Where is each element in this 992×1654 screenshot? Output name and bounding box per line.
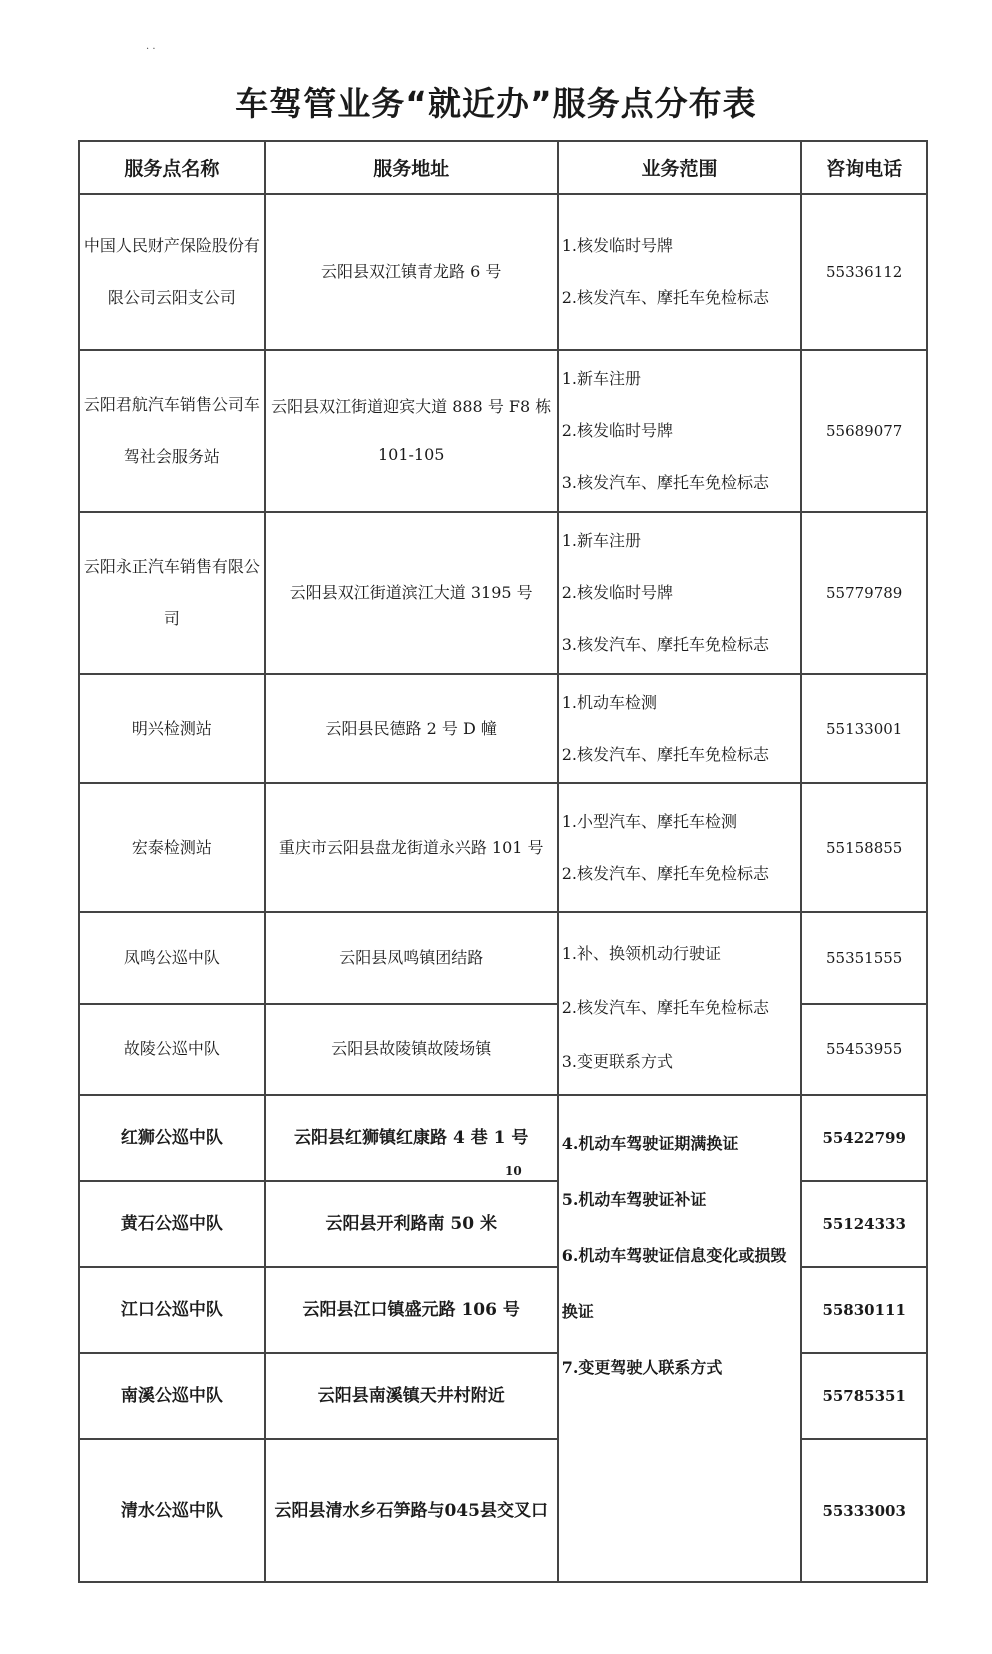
scope-item: 2.核发临时号牌 xyxy=(561,583,673,603)
scope-item: 1.新车注册 xyxy=(561,531,641,551)
service-address: 云阳县民德路 2 号 D 幢 xyxy=(265,674,558,783)
business-scope xyxy=(558,783,802,912)
service-address: 云阳县清水乡石笋路与045县交叉口 xyxy=(265,1439,558,1582)
scope-item: 3.核发汽车、摩托车免检标志 xyxy=(561,473,769,493)
service-point-name: 黄石公巡中队 xyxy=(79,1181,265,1267)
scope-item: 2.核发汽车、摩托车免检标志 xyxy=(561,744,769,764)
service-address: 云阳县双江街道迎宾大道 888 号 F8 栋 101-105 xyxy=(265,350,558,512)
page-title: 车驾管业务“就近办”服务点分布表 xyxy=(235,84,757,123)
scope-item: 2.核发汽车、摩托车免检标志 xyxy=(561,863,769,883)
header-address: 服务地址 xyxy=(265,141,558,194)
service-address: 云阳县双江镇青龙路 6 号 xyxy=(265,194,558,350)
table-row xyxy=(79,674,927,783)
service-point-name: 宏泰检测站 xyxy=(79,783,265,912)
service-point-name: 红狮公巡中队 xyxy=(79,1095,265,1181)
service-address-text: 云阳县红狮镇红康路 4 巷 1 号 xyxy=(294,1127,529,1148)
header-phone: 咨询电话 xyxy=(801,141,927,194)
service-address: 云阳县故陵镇故陵场镇 xyxy=(265,1004,558,1095)
scope-item: 3.变更联系方式 xyxy=(561,1052,673,1072)
header-scope: 业务范围 xyxy=(558,141,802,194)
phone-number: 55779789 xyxy=(801,512,927,674)
service-address: 云阳县南溪镇天井村附近 xyxy=(265,1353,558,1439)
table-row xyxy=(79,350,927,512)
table-row xyxy=(79,194,927,350)
service-point-name: 江口公巡中队 xyxy=(79,1267,265,1353)
service-point-name: 清水公巡中队 xyxy=(79,1439,265,1582)
service-point-name: 凤鸣公巡中队 xyxy=(79,912,265,1003)
service-address: 云阳县双江街道滨江大道 3195 号 xyxy=(265,512,558,674)
scope-item: 2.核发汽车、摩托车免检标志 xyxy=(561,998,769,1018)
table-row xyxy=(79,512,927,674)
phone-number: 55158855 xyxy=(801,783,927,912)
schedule-frame xyxy=(78,140,928,1583)
scan-speck: · · xyxy=(146,44,156,55)
service-point-table xyxy=(78,140,928,1583)
phone-number: 55830111 xyxy=(801,1267,927,1353)
business-scope xyxy=(558,350,802,512)
scope-item: 1.小型汽车、摩托车检测 xyxy=(561,811,737,831)
phone-number: 55422799 xyxy=(801,1095,927,1181)
table-row xyxy=(79,912,927,1003)
scope-item: 1.核发临时号牌 xyxy=(561,236,673,256)
phone-number: 55785351 xyxy=(801,1353,927,1439)
scope-item: 2.核发临时号牌 xyxy=(561,421,673,441)
service-point-name: 故陵公巡中队 xyxy=(79,1004,265,1095)
business-scope xyxy=(558,512,802,674)
service-address xyxy=(265,1095,558,1181)
service-address: 重庆市云阳县盘龙街道永兴路 101 号 xyxy=(265,783,558,912)
scope-item: 5.机动车驾驶证补证 xyxy=(561,1189,707,1209)
scope-item: 1.补、换领机动行驶证 xyxy=(561,944,721,964)
stray-mark: 10 xyxy=(505,1163,522,1178)
phone-number: 55453955 xyxy=(801,1004,927,1095)
business-scope xyxy=(558,674,802,783)
business-scope xyxy=(558,194,802,350)
shared-business-scope xyxy=(558,912,802,1095)
scope-item: 6.机动车驾驶证信息变化或损毁换证 xyxy=(561,1245,787,1321)
service-address: 云阳县凤鸣镇团结路 xyxy=(265,912,558,1003)
table-header-row xyxy=(79,141,927,194)
service-point-name: 南溪公巡中队 xyxy=(79,1353,265,1439)
phone-number: 55689077 xyxy=(801,350,927,512)
service-point-name: 中国人民财产保险股份有限公司云阳支公司 xyxy=(79,194,265,350)
shared-license-scope xyxy=(558,1095,802,1582)
scope-item: 4.机动车驾驶证期满换证 xyxy=(561,1133,739,1153)
service-point-name: 云阳君航汽车销售公司车驾社会服务站 xyxy=(79,350,265,512)
scope-item: 1.机动车检测 xyxy=(561,692,657,712)
scope-item: 7.变更驾驶人联系方式 xyxy=(561,1357,723,1377)
table-row xyxy=(79,783,927,912)
phone-number: 55351555 xyxy=(801,912,927,1003)
phone-number: 55124333 xyxy=(801,1181,927,1267)
header-name: 服务点名称 xyxy=(79,141,265,194)
scope-item: 2.核发汽车、摩托车免检标志 xyxy=(561,288,769,308)
service-address: 云阳县江口镇盛元路 106 号 xyxy=(265,1267,558,1353)
service-address: 云阳县开利路南 50 米 xyxy=(265,1181,558,1267)
scope-item: 3.核发汽车、摩托车免检标志 xyxy=(561,635,769,655)
table-row xyxy=(79,1095,927,1181)
phone-number: 55333003 xyxy=(801,1439,927,1582)
service-point-name: 云阳永正汽车销售有限公司 xyxy=(79,512,265,674)
phone-number: 55133001 xyxy=(801,674,927,783)
service-point-name: 明兴检测站 xyxy=(79,674,265,783)
phone-number: 55336112 xyxy=(801,194,927,350)
scope-item: 1.新车注册 xyxy=(561,369,641,389)
